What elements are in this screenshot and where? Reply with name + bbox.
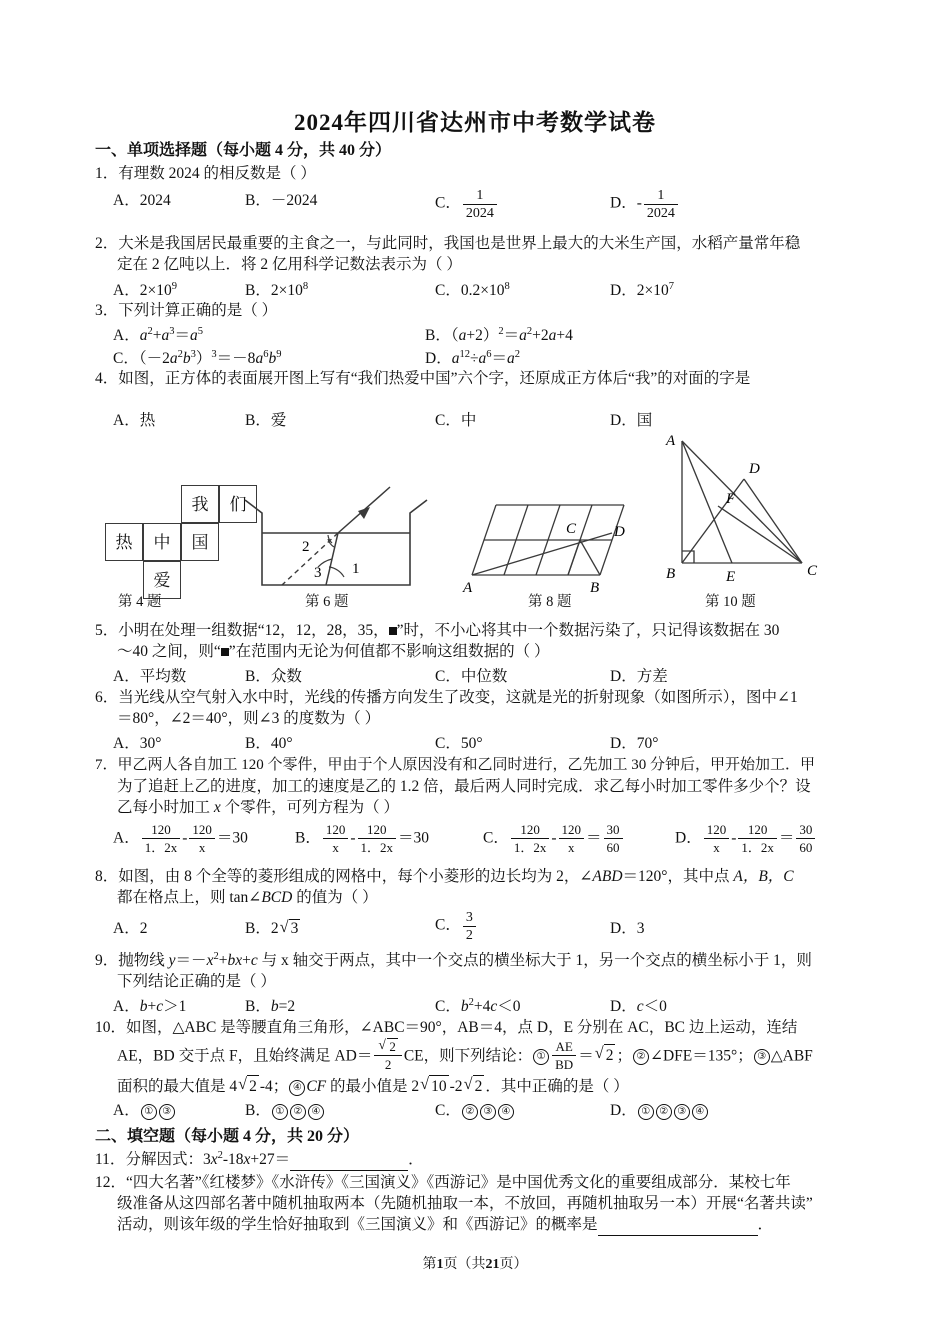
question-12-stem-line2: 级准备从这四部名著中随机抽取两本（先随机抽取一本，不放回，再随机抽取另一本）开展“名著共读” [117,1195,813,1212]
question-3-options-row1 [95,323,855,344]
q8-option-a[interactable]: A．2 [113,920,148,937]
q12-answer-blank[interactable] [598,1214,758,1236]
q5-option-c[interactable]: C．中位数 [435,668,508,685]
q6-number: 6． [95,689,119,706]
q11-answer-blank[interactable] [290,1149,408,1171]
q1-option-b[interactable]: B．－2024 [245,192,318,209]
section-heading-fill: 二、填空题（每小题 4 分，共 20 分） [95,1128,360,1145]
question-5-stem-line1: 5．小明在处理一组数据“12，12，28，35， ”时，不小心将其中一个数据污染了，只记得该数据在 30 [95,622,780,639]
question-10-stem-line3: 面积的最大值是 4 √ 2 -4； ④ CF 的最小值是 2 √ 10 -2 √ 2 ．其中正确的是（ ） [95,1075,629,1097]
question-7-options [95,818,855,856]
question-6-stem-line2: ＝80°，∠2＝40°，则∠3 的度数为（ ） [117,710,381,727]
circled-3: ③ [754,1049,770,1065]
net-cell-zhong: 中 [143,523,181,561]
q3-option-a[interactable]: A．$a^2+a^3=a^5$ [113,325,204,344]
q2-option-a[interactable]: A．$2\times 10^9$ [113,280,177,299]
question-7-stem-line3: 乙每小时加工 x 个零件，可列方程为（ ） [117,799,400,816]
q10-option-c[interactable]: C． ② ③ ④ [435,1098,515,1120]
question-11-stem: 11．分解因式：$3x^2-18x+27=$ ． [95,1149,424,1171]
q6-option-d[interactable]: D．70° [610,735,659,752]
figure-8-caption: 第 8 题 [528,594,572,610]
net-cell-re: 热 [105,523,143,561]
q1-option-c[interactable]: C． $\frac{1}{2024}$ [435,188,499,222]
section-heading-choice: 一、单项选择题（每小题 4 分，共 40 分） [95,142,392,159]
question-8-options [95,910,855,944]
angle-label-1: 1 [352,561,360,577]
fig10-label-E: E [726,569,736,585]
fig8-label-B: B [590,580,600,596]
q9-option-b[interactable]: B．b=2 [245,998,296,1015]
question-2-stem-line2: 定在 2 亿吨以上．将 2 亿用科学记数法表示为（ ） [117,256,462,273]
q9-number: 9． [95,952,119,969]
question-7-stem-line2: 为了追赶上乙的进度，加工的速度是乙的 1.2 倍，最后两人同时完成．求乙每小时加工零件多少个？设 [117,778,811,795]
q7-option-b[interactable]: B． $\frac{120}{x}$ - $\frac{120}{1.2x}$ ＝30 [295,822,430,855]
q9-option-a[interactable]: A．b+c＞1 [113,998,187,1015]
figure-10-caption: 第 10 题 [705,594,756,610]
q8-option-c[interactable]: C． $\frac{3}{2}$ [435,910,478,944]
q1-option-d[interactable]: D．- $\frac{1}{2024}$ [610,188,680,222]
question-10-stem-line2: AE，BD 交于点 F，且始终满足 AD＝ √ $\frac{2}{2}$ CE，则下列结论： ① $\frac{AE}{BD}$ ＝ √ 2 ； ② ∠DFE＝135°； ③ △ABF [117,1038,813,1070]
q11-number: 11． [95,1151,126,1168]
question-4-stem-line1: 4．如图，正方体的表面展开图上写有“我们热爱中国”六个字，还原成正方体后“我”的对面的字是 [95,370,751,387]
fig10-label-C: C [807,563,818,579]
q9-option-d[interactable]: D．c＜0 [610,998,667,1015]
q5-option-d[interactable]: D．方差 [610,668,668,685]
q2-option-c[interactable]: C．$0.2\times 10^8$ [435,280,510,299]
fig10-label-F: F [726,491,736,507]
question-12-stem-line1: 12．“四大名著”《红楼梦》《水浒传》《三国演义》《西游记》是中国优秀文化的重要组成部分．某校七年 [95,1174,791,1191]
question-9-stem-line1: 9．抛物线 $y=-x^2+bx+c$ 与 x 轴交于两点，其中一个交点的横坐标大于 1，另一个交点的横坐标小于 1，则 [95,950,812,969]
q10-number: 10． [95,1019,127,1036]
fig8-label-C: C [566,521,577,537]
circled-2: ② [633,1049,649,1065]
question-3-options-row2 [95,346,855,367]
q10-option-b[interactable]: B． ① ② ④ [245,1098,325,1120]
angle-label-3: 3 [314,565,322,581]
net-cell-ai: 爱 [143,561,181,599]
question-1-options [95,188,855,221]
q1-text: 有理数 2024 的相反数是（ ） [118,165,316,182]
q10-option-d[interactable]: D． ① ② ③ ④ [610,1098,709,1120]
q4-number: 4． [95,370,119,387]
q9-option-c[interactable]: C．$b^2+4c<0$ [435,996,521,1015]
q7-option-d[interactable]: D． $\frac{120}{x}$ - $\frac{120}{1.2x}$ ＝ $\frac{30}{60}$ [675,822,817,856]
fig8-label-A: A [463,580,473,596]
circled-1: ① [533,1049,549,1065]
question-9-stem-line2: 下列结论正确的是（ ） [117,973,276,990]
question-12-stem-line3: 活动，则该年级的学生恰好抽取到《三国演义》和《西游记》的概率是 ． [95,1214,773,1236]
question-10-stem-line1: 10．如图，△ABC 是等腰直角三角形，∠ABC＝90°，AB＝4，点 D，E 分别在 AC，BC 边上运动，连结 [95,1019,798,1036]
fig10-label-D: D [749,461,760,477]
q3-option-c[interactable]: C．$(-2a^2b^3)^3=-8a^6b^9$ [113,348,282,367]
question-3-stem: 3．下列计算正确的是（ ） [95,302,278,319]
blackbox-icon [221,648,229,656]
q2-number: 2． [95,235,119,252]
figure-10-triangle [660,433,830,588]
question-9-options [95,994,855,1015]
q12-number: 12． [95,1174,127,1191]
net-cell-guo: 国 [181,523,219,561]
blackbox-icon [389,627,397,635]
q8-option-b[interactable]: B．2 √ 3 [245,916,301,938]
net-cell-wo: 我 [181,485,219,523]
q8-number: 8． [95,868,119,885]
q5-number: 5． [95,622,119,639]
question-2-stem-line1: 2．大米是我国居民最重要的主食之一，与此同时，我国也是世界上最大的大米生产国，水稻产量常年稳 [95,235,801,252]
q7-number: 7． [95,757,118,773]
q1-option-a[interactable]: A．2024 [113,192,171,209]
q7-option-c[interactable]: C． $\frac{120}{1.2x}$ - $\frac{120}{x}$ ＝ $\frac{30}{60}$ [483,822,625,856]
question-6-stem-line1: 6．当光线从空气射入水中时，光线的传播方向发生了改变，这就是光的折射现象（如图所示），图中∠1 [95,689,798,706]
q6-option-a[interactable]: A．30° [113,735,162,752]
q5-option-b[interactable]: B．众数 [245,668,302,685]
figure-4-caption: 第 4 题 [118,594,162,610]
figure-6-refraction [240,485,430,595]
q3-number: 3． [95,302,119,319]
q1-number: 1． [95,165,119,182]
question-5-options [95,664,855,685]
figure-8-rhombus-grid [462,500,642,595]
fig10-label-A: A [666,433,676,449]
question-1-stem [95,163,316,184]
q4-option-a[interactable]: A．热 [113,412,156,429]
question-6-options [95,731,855,752]
question-8-stem-line2: 都在格点上，则 tan∠BCD 的值为（ ） [117,889,378,906]
fig10-label-B: B [666,566,676,582]
q2-option-b[interactable]: B．$2\times 10^8$ [245,280,309,299]
question-7-stem-line1: 7．甲乙两人各自加工 120 个零件，甲由于个人原因没有和乙同时进行，乙先加工 30 分钟后，甲开始加工．甲 [95,757,816,773]
q6-option-c[interactable]: C．50° [435,735,483,752]
figure-6-caption: 第 6 题 [305,594,349,610]
q3-option-b[interactable]: B．$(a+2)^2=a^2+2a+4$ [425,325,573,344]
question-8-stem-line1: 8．如图，由 8 个全等的菱形组成的网格中，每个小菱形的边长均为 2，∠ABD＝120°，其中点 A，B，C [95,868,794,885]
page-footer: 第1页（共21页） [422,1257,528,1272]
q5-option-a[interactable]: A．平均数 [113,668,187,685]
question-5-stem-line2: ～40 之间，则“ ”在范围内无论为何值都不影响这组数据的（ ） [117,643,550,660]
q4-option-b[interactable]: B．爱 [245,412,287,429]
question-10-options [95,1098,855,1119]
q8-option-d[interactable]: D．3 [610,920,645,937]
page-title: 2024年四川省达州市中考数学试卷 [294,110,656,135]
q4-option-d[interactable]: D．国 [610,412,653,429]
angle-label-2: 2 [302,539,310,555]
q7-option-a[interactable]: A． $\frac{120}{1.2x}$ - $\frac{120}{x}$ ＝30 [113,822,248,855]
fig8-label-D: D [614,524,625,540]
q3-option-d[interactable]: D．$a^{12}\div a^6=a^2$ [425,348,521,367]
q4-option-c[interactable]: C．中 [435,412,477,429]
net-cell-men: 们 [219,485,257,523]
q10-option-a[interactable]: A． ① ③ [113,1098,176,1120]
circled-4: ④ [289,1080,305,1096]
question-2-options [95,278,855,299]
q2-option-d[interactable]: D．$2\times 10^7$ [610,280,674,299]
q6-option-b[interactable]: B．40° [245,735,293,752]
figures-row [0,425,950,610]
